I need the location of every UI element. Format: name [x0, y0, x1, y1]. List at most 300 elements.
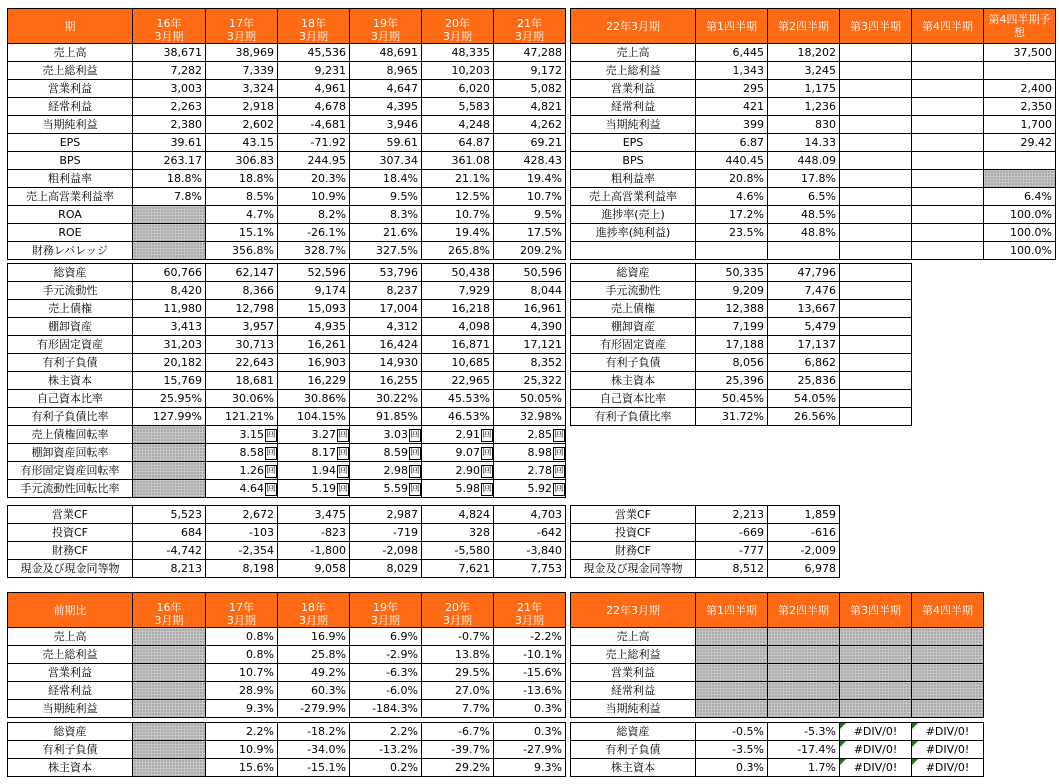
cell-value[interactable]: -642 — [494, 524, 566, 542]
cell-value[interactable]: 0.8% — [206, 646, 278, 664]
cell-value[interactable]: 295 — [696, 80, 768, 98]
cell-value[interactable]: 37,500 — [984, 44, 1056, 62]
cell-value[interactable] — [768, 664, 840, 682]
cell-value[interactable]: 100.0% — [984, 242, 1056, 260]
cell-value[interactable] — [494, 480, 566, 498]
cell-value[interactable]: 17,188 — [696, 336, 768, 354]
cell-value[interactable] — [840, 300, 912, 318]
cell-value[interactable]: 209.2% — [494, 242, 566, 260]
cell-value[interactable]: -10.1% — [494, 646, 566, 664]
cell-value[interactable] — [912, 134, 984, 152]
cell-value[interactable]: 9,172 — [494, 62, 566, 80]
cell-value[interactable]: 0.3% — [696, 759, 768, 777]
cell-value[interactable]: 9,174 — [278, 282, 350, 300]
cell-value[interactable] — [840, 646, 912, 664]
cell-value[interactable]: -3,840 — [494, 542, 566, 560]
cell-value[interactable]: 25,322 — [494, 372, 566, 390]
cell-value[interactable] — [912, 188, 984, 206]
cell-value[interactable]: 5,583 — [422, 98, 494, 116]
cell-value[interactable]: 17.5% — [494, 224, 566, 242]
cell-value[interactable]: 25,836 — [768, 372, 840, 390]
cell-value[interactable] — [912, 206, 984, 224]
cell-value[interactable]: -15.6% — [494, 664, 566, 682]
cell-value[interactable]: 6.5% — [768, 188, 840, 206]
cell-value[interactable] — [768, 682, 840, 700]
cell-value[interactable]: 50,438 — [422, 264, 494, 282]
cell-value[interactable] — [840, 62, 912, 80]
cell-value[interactable]: -2,354 — [206, 542, 278, 560]
cell-value[interactable]: 6,020 — [422, 80, 494, 98]
cell-value[interactable]: 18.8% — [133, 170, 206, 188]
cell-value[interactable]: 684 — [133, 524, 206, 542]
cell-value[interactable]: 448.09 — [768, 152, 840, 170]
cell-value[interactable]: 1,175 — [768, 80, 840, 98]
cell-value[interactable]: 8,420 — [133, 282, 206, 300]
cell-value[interactable]: -777 — [696, 542, 768, 560]
cell-value[interactable]: -15.1% — [278, 759, 350, 777]
cell-value[interactable]: 5,479 — [768, 318, 840, 336]
cell-value[interactable]: 30.06% — [206, 390, 278, 408]
cell-value[interactable]: 3,475 — [278, 506, 350, 524]
cell-value[interactable]: 18,681 — [206, 372, 278, 390]
cell-value[interactable]: 327.5% — [350, 242, 422, 260]
cell-value[interactable]: 15.1% — [206, 224, 278, 242]
cell-value[interactable] — [206, 462, 278, 480]
cell-value[interactable]: 8.3% — [350, 206, 422, 224]
cell-value[interactable] — [840, 354, 912, 372]
cell-value[interactable] — [133, 206, 206, 224]
cell-value[interactable] — [422, 462, 494, 480]
cell-value[interactable] — [133, 242, 206, 260]
cell-value[interactable]: 31.72% — [696, 408, 768, 426]
cell-value[interactable] — [494, 426, 566, 444]
cell-value[interactable] — [840, 700, 912, 718]
cell-value[interactable]: -6.3% — [350, 664, 422, 682]
cell-value[interactable]: 17,137 — [768, 336, 840, 354]
cell-value[interactable]: 2,213 — [696, 506, 768, 524]
cell-value[interactable]: #DIV/0! — [840, 723, 912, 741]
cell-value[interactable]: -0.7% — [422, 628, 494, 646]
cell-value[interactable] — [422, 426, 494, 444]
cell-value[interactable]: -4,681 — [278, 116, 350, 134]
cell-value[interactable]: 3,946 — [350, 116, 422, 134]
cell-value[interactable]: 6,862 — [768, 354, 840, 372]
cell-value[interactable]: 7,282 — [133, 62, 206, 80]
cell-value[interactable]: 64.87 — [422, 134, 494, 152]
cell-value[interactable]: 31,203 — [133, 336, 206, 354]
cell-value[interactable]: 10.7% — [206, 664, 278, 682]
cell-value[interactable] — [912, 646, 984, 664]
cell-value[interactable] — [350, 444, 422, 462]
cell-value[interactable]: 328.7% — [278, 242, 350, 260]
cell-value[interactable]: 3,003 — [133, 80, 206, 98]
cell-value[interactable]: 20,182 — [133, 354, 206, 372]
cell-value[interactable]: 22,643 — [206, 354, 278, 372]
cell-value[interactable]: 10,203 — [422, 62, 494, 80]
cell-value[interactable] — [984, 62, 1056, 80]
cell-value[interactable] — [840, 318, 912, 336]
cell-value[interactable]: -2.9% — [350, 646, 422, 664]
cell-value[interactable]: 19.4% — [494, 170, 566, 188]
cell-value[interactable]: 32.98% — [494, 408, 566, 426]
cell-value[interactable]: 4.7% — [206, 206, 278, 224]
cell-value[interactable]: 5,082 — [494, 80, 566, 98]
cell-value[interactable]: 38,671 — [133, 44, 206, 62]
cell-value[interactable] — [278, 462, 350, 480]
cell-value[interactable]: 46.53% — [422, 408, 494, 426]
cell-value[interactable]: 47,796 — [768, 264, 840, 282]
cell-value[interactable] — [840, 336, 912, 354]
cell-value[interactable]: 6.87 — [696, 134, 768, 152]
cell-value[interactable] — [840, 170, 912, 188]
cell-value[interactable]: -5.3% — [768, 723, 840, 741]
cell-value[interactable]: 263.17 — [133, 152, 206, 170]
cell-value[interactable]: 15,769 — [133, 372, 206, 390]
cell-value[interactable]: 4,703 — [494, 506, 566, 524]
cell-value[interactable]: 3,413 — [133, 318, 206, 336]
cell-value[interactable] — [840, 98, 912, 116]
cell-value[interactable]: 15,093 — [278, 300, 350, 318]
cell-value[interactable]: 7,199 — [696, 318, 768, 336]
cell-value[interactable]: 1.7% — [768, 759, 840, 777]
cell-value[interactable]: 38,969 — [206, 44, 278, 62]
cell-value[interactable]: 10.9% — [206, 741, 278, 759]
cell-value[interactable]: 9,209 — [696, 282, 768, 300]
cell-value[interactable] — [350, 462, 422, 480]
cell-value[interactable] — [840, 264, 912, 282]
cell-value[interactable] — [206, 426, 278, 444]
cell-value[interactable]: 428.43 — [494, 152, 566, 170]
cell-value[interactable]: 100.0% — [984, 206, 1056, 224]
cell-value[interactable]: 127.99% — [133, 408, 206, 426]
cell-value[interactable]: -719 — [350, 524, 422, 542]
cell-value[interactable]: 60,766 — [133, 264, 206, 282]
cell-value[interactable]: -39.7% — [422, 741, 494, 759]
cell-value[interactable]: #DIV/0! — [840, 741, 912, 759]
cell-value[interactable]: 2,263 — [133, 98, 206, 116]
cell-value[interactable]: -279.9% — [278, 700, 350, 718]
cell-value[interactable]: 9.5% — [494, 206, 566, 224]
cell-value[interactable]: 4,262 — [494, 116, 566, 134]
cell-value[interactable]: 4,312 — [350, 318, 422, 336]
cell-value[interactable]: 15.6% — [206, 759, 278, 777]
cell-value[interactable]: -103 — [206, 524, 278, 542]
cell-value[interactable]: 29.42 — [984, 134, 1056, 152]
cell-value[interactable] — [840, 242, 912, 260]
cell-value[interactable]: 2,987 — [350, 506, 422, 524]
cell-value[interactable] — [912, 44, 984, 62]
cell-value[interactable]: 18.4% — [350, 170, 422, 188]
cell-value[interactable]: -4,742 — [133, 542, 206, 560]
cell-value[interactable]: 7,476 — [768, 282, 840, 300]
cell-value[interactable]: 8,029 — [350, 560, 422, 578]
cell-value[interactable]: 13,667 — [768, 300, 840, 318]
cell-value[interactable] — [912, 242, 984, 260]
cell-value[interactable] — [133, 723, 206, 741]
cell-value[interactable]: 28.9% — [206, 682, 278, 700]
cell-value[interactable]: 9.3% — [494, 759, 566, 777]
cell-value[interactable] — [133, 664, 206, 682]
cell-value[interactable] — [840, 628, 912, 646]
cell-value[interactable] — [133, 444, 206, 462]
cell-value[interactable] — [206, 480, 278, 498]
cell-value[interactable]: 7,339 — [206, 62, 278, 80]
cell-value[interactable]: 21.6% — [350, 224, 422, 242]
cell-value[interactable]: 17.8% — [768, 170, 840, 188]
cell-value[interactable]: 10.7% — [422, 206, 494, 224]
cell-value[interactable]: 27.0% — [422, 682, 494, 700]
cell-value[interactable] — [278, 444, 350, 462]
cell-value[interactable] — [278, 426, 350, 444]
cell-value[interactable]: 8.2% — [278, 206, 350, 224]
cell-value[interactable]: 17.2% — [696, 206, 768, 224]
cell-value[interactable]: -71.92 — [278, 134, 350, 152]
cell-value[interactable]: 307.34 — [350, 152, 422, 170]
cell-value[interactable]: 19.4% — [422, 224, 494, 242]
cell-value[interactable]: 16,218 — [422, 300, 494, 318]
cell-value[interactable]: 4,961 — [278, 80, 350, 98]
cell-value[interactable] — [133, 741, 206, 759]
cell-value[interactable] — [840, 390, 912, 408]
cell-value[interactable] — [912, 664, 984, 682]
cell-value[interactable]: 4,935 — [278, 318, 350, 336]
cell-value[interactable]: -34.0% — [278, 741, 350, 759]
cell-value[interactable] — [984, 170, 1056, 188]
cell-value[interactable]: 45,536 — [278, 44, 350, 62]
cell-value[interactable]: 121.21% — [206, 408, 278, 426]
cell-value[interactable]: 8,352 — [494, 354, 566, 372]
cell-value[interactable] — [768, 628, 840, 646]
cell-value[interactable]: #DIV/0! — [840, 759, 912, 777]
cell-value[interactable] — [912, 98, 984, 116]
cell-value[interactable]: 8,213 — [133, 560, 206, 578]
cell-value[interactable]: 16,424 — [350, 336, 422, 354]
cell-value[interactable] — [696, 242, 768, 260]
cell-value[interactable]: -5,580 — [422, 542, 494, 560]
cell-value[interactable]: 6.9% — [350, 628, 422, 646]
cell-value[interactable]: 7.7% — [422, 700, 494, 718]
cell-value[interactable]: 25.95% — [133, 390, 206, 408]
cell-value[interactable] — [840, 206, 912, 224]
cell-value[interactable] — [912, 116, 984, 134]
cell-value[interactable]: 9.3% — [206, 700, 278, 718]
cell-value[interactable] — [133, 759, 206, 777]
cell-value[interactable] — [840, 372, 912, 390]
cell-value[interactable] — [768, 646, 840, 664]
cell-value[interactable]: 50.05% — [494, 390, 566, 408]
cell-value[interactable] — [912, 170, 984, 188]
cell-value[interactable]: -6.0% — [350, 682, 422, 700]
cell-value[interactable] — [912, 682, 984, 700]
cell-value[interactable]: -823 — [278, 524, 350, 542]
cell-value[interactable]: 4,678 — [278, 98, 350, 116]
cell-value[interactable]: 1,859 — [768, 506, 840, 524]
cell-value[interactable]: 60.3% — [278, 682, 350, 700]
cell-value[interactable]: -616 — [768, 524, 840, 542]
cell-value[interactable]: 361.08 — [422, 152, 494, 170]
cell-value[interactable] — [696, 646, 768, 664]
cell-value[interactable]: 18,202 — [768, 44, 840, 62]
cell-value[interactable]: 30,713 — [206, 336, 278, 354]
cell-value[interactable]: 45.53% — [422, 390, 494, 408]
cell-value[interactable]: 7,621 — [422, 560, 494, 578]
cell-value[interactable]: -27.9% — [494, 741, 566, 759]
cell-value[interactable]: 17,004 — [350, 300, 422, 318]
cell-value[interactable]: 0.3% — [494, 723, 566, 741]
cell-value[interactable] — [206, 444, 278, 462]
cell-value[interactable]: 54.05% — [768, 390, 840, 408]
cell-value[interactable] — [278, 480, 350, 498]
cell-value[interactable]: 1,343 — [696, 62, 768, 80]
cell-value[interactable] — [350, 426, 422, 444]
cell-value[interactable]: 11,980 — [133, 300, 206, 318]
cell-value[interactable]: 2.2% — [206, 723, 278, 741]
cell-value[interactable]: 265.8% — [422, 242, 494, 260]
cell-value[interactable]: 3,324 — [206, 80, 278, 98]
cell-value[interactable]: 20.3% — [278, 170, 350, 188]
cell-value[interactable]: 6.4% — [984, 188, 1056, 206]
cell-value[interactable]: 4,647 — [350, 80, 422, 98]
cell-value[interactable]: 26.56% — [768, 408, 840, 426]
cell-value[interactable]: 23.5% — [696, 224, 768, 242]
cell-value[interactable]: 22,965 — [422, 372, 494, 390]
cell-value[interactable] — [696, 628, 768, 646]
cell-value[interactable]: 4,395 — [350, 98, 422, 116]
cell-value[interactable]: 17,121 — [494, 336, 566, 354]
cell-value[interactable]: 104.15% — [278, 408, 350, 426]
cell-value[interactable]: 14,930 — [350, 354, 422, 372]
cell-value[interactable] — [912, 224, 984, 242]
cell-value[interactable]: 2,400 — [984, 80, 1056, 98]
cell-value[interactable] — [494, 462, 566, 480]
cell-value[interactable] — [422, 480, 494, 498]
cell-value[interactable]: 6,978 — [768, 560, 840, 578]
cell-value[interactable]: 2,602 — [206, 116, 278, 134]
cell-value[interactable] — [133, 224, 206, 242]
cell-value[interactable]: 5,523 — [133, 506, 206, 524]
cell-value[interactable]: 62,147 — [206, 264, 278, 282]
cell-value[interactable]: 10,685 — [422, 354, 494, 372]
cell-value[interactable] — [133, 462, 206, 480]
cell-value[interactable]: 7,753 — [494, 560, 566, 578]
cell-value[interactable]: 8.5% — [206, 188, 278, 206]
cell-value[interactable]: 30.86% — [278, 390, 350, 408]
cell-value[interactable] — [912, 628, 984, 646]
cell-value[interactable]: 356.8% — [206, 242, 278, 260]
cell-value[interactable] — [840, 152, 912, 170]
cell-value[interactable]: 100.0% — [984, 224, 1056, 242]
cell-value[interactable] — [494, 444, 566, 462]
cell-value[interactable]: 4,824 — [422, 506, 494, 524]
cell-value[interactable]: 50,335 — [696, 264, 768, 282]
cell-value[interactable]: 25.8% — [278, 646, 350, 664]
cell-value[interactable] — [696, 664, 768, 682]
cell-value[interactable]: -0.5% — [696, 723, 768, 741]
cell-value[interactable]: #DIV/0! — [912, 741, 984, 759]
cell-value[interactable]: 16,903 — [278, 354, 350, 372]
cell-value[interactable]: 0.3% — [494, 700, 566, 718]
cell-value[interactable]: 6,445 — [696, 44, 768, 62]
cell-value[interactable]: 43.15 — [206, 134, 278, 152]
cell-value[interactable]: 48,335 — [422, 44, 494, 62]
cell-value[interactable]: 4,248 — [422, 116, 494, 134]
cell-value[interactable]: 7,929 — [422, 282, 494, 300]
cell-value[interactable]: 49.2% — [278, 664, 350, 682]
cell-value[interactable]: 50.45% — [696, 390, 768, 408]
cell-value[interactable]: 91.85% — [350, 408, 422, 426]
cell-value[interactable]: 16,255 — [350, 372, 422, 390]
cell-value[interactable]: 4.6% — [696, 188, 768, 206]
cell-value[interactable]: 2.2% — [350, 723, 422, 741]
cell-value[interactable]: -13.2% — [350, 741, 422, 759]
cell-value[interactable] — [840, 224, 912, 242]
cell-value[interactable]: 21.1% — [422, 170, 494, 188]
cell-value[interactable] — [984, 152, 1056, 170]
cell-value[interactable]: #DIV/0! — [912, 759, 984, 777]
cell-value[interactable]: 421 — [696, 98, 768, 116]
cell-value[interactable]: 14.33 — [768, 134, 840, 152]
cell-value[interactable]: 2,672 — [206, 506, 278, 524]
cell-value[interactable]: 10.7% — [494, 188, 566, 206]
cell-value[interactable]: 8,198 — [206, 560, 278, 578]
cell-value[interactable] — [912, 62, 984, 80]
cell-value[interactable] — [840, 44, 912, 62]
cell-value[interactable]: 9,231 — [278, 62, 350, 80]
cell-value[interactable]: -26.1% — [278, 224, 350, 242]
cell-value[interactable]: 4,098 — [422, 318, 494, 336]
cell-value[interactable]: 53,796 — [350, 264, 422, 282]
cell-value[interactable]: 328 — [422, 524, 494, 542]
cell-value[interactable] — [696, 700, 768, 718]
cell-value[interactable]: 8,044 — [494, 282, 566, 300]
cell-value[interactable]: -2.2% — [494, 628, 566, 646]
cell-value[interactable]: 4,390 — [494, 318, 566, 336]
cell-value[interactable]: 20.8% — [696, 170, 768, 188]
cell-value[interactable]: 16.9% — [278, 628, 350, 646]
cell-value[interactable]: 8,512 — [696, 560, 768, 578]
cell-value[interactable]: 48.8% — [768, 224, 840, 242]
cell-value[interactable]: 52,596 — [278, 264, 350, 282]
cell-value[interactable]: 30.22% — [350, 390, 422, 408]
cell-value[interactable]: 0.2% — [350, 759, 422, 777]
cell-value[interactable]: -6.7% — [422, 723, 494, 741]
cell-value[interactable]: -17.4% — [768, 741, 840, 759]
cell-value[interactable]: 2,918 — [206, 98, 278, 116]
cell-value[interactable]: -1,800 — [278, 542, 350, 560]
cell-value[interactable]: -184.3% — [350, 700, 422, 718]
cell-value[interactable]: 16,961 — [494, 300, 566, 318]
cell-value[interactable]: 12,798 — [206, 300, 278, 318]
cell-value[interactable]: 399 — [696, 116, 768, 134]
cell-value[interactable]: 10.9% — [278, 188, 350, 206]
cell-value[interactable]: -3.5% — [696, 741, 768, 759]
cell-value[interactable]: -18.2% — [278, 723, 350, 741]
cell-value[interactable] — [768, 700, 840, 718]
cell-value[interactable] — [133, 700, 206, 718]
cell-value[interactable]: 29.5% — [422, 664, 494, 682]
cell-value[interactable]: 0.8% — [206, 628, 278, 646]
cell-value[interactable] — [696, 682, 768, 700]
cell-value[interactable] — [840, 188, 912, 206]
cell-value[interactable] — [840, 682, 912, 700]
cell-value[interactable]: 16,229 — [278, 372, 350, 390]
cell-value[interactable]: 3,957 — [206, 318, 278, 336]
cell-value[interactable]: 3,245 — [768, 62, 840, 80]
cell-value[interactable]: #DIV/0! — [912, 723, 984, 741]
cell-value[interactable]: 9,058 — [278, 560, 350, 578]
cell-value[interactable] — [133, 646, 206, 664]
cell-value[interactable]: 48,691 — [350, 44, 422, 62]
